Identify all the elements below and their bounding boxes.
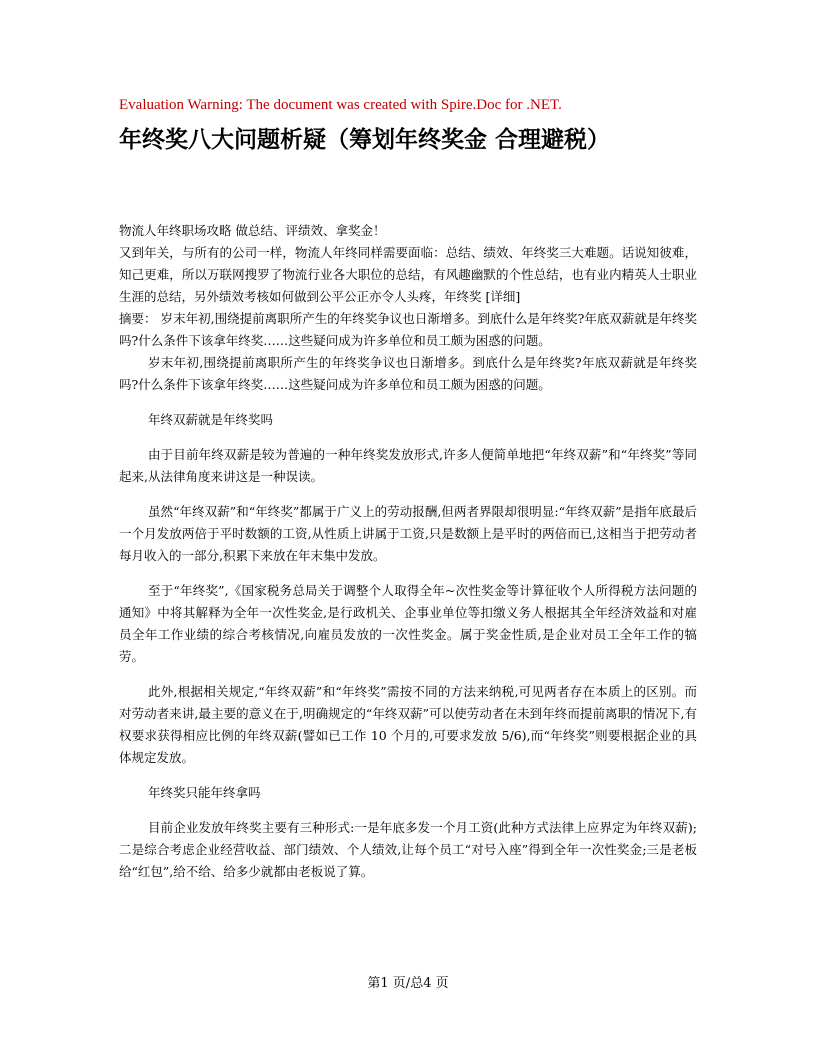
paragraph: 至于“年终奖”,《国家税务总局关于调整个人取得全年~次性奖金等计算征收个人所得税方法问题的通知》中将其解释为全年一次性奖金,是行政机关、企事业单位等扣缴义务人根据其全年经济效益和对雇员全年工作业绩的综合考核情况,向雇员发放的一次性奖金。属于奖金性质,是企业对员工全年工作的犒劳。 [119,583,697,664]
section-heading: 年终双薪就是年终奖吗 [148,412,274,427]
paragraph: 岁末年初,围绕提前离职所产生的年终奖争议也日渐增多。到底什么是年终奖?年底双薪就是年终奖吗?什么条件下该拿年终奖……这些疑问成为许多单位和员工颇为困惑的问题。 [119,355,697,392]
intro-line-2: 又到年关，与所有的公司一样，物流人年终同样需要面临：总结、绩效、年终奖三大难题。话说知彼难，知己更难，所以万联网搜罗了物流行业各大职位的总结，有风趣幽默的个性总结，也有业内精英人士职业生涯的总结，另外绩效考核如何做到公平公正亦令人头疼，年终奖 [详细] [119,245,697,304]
abstract: 摘要： 岁末年初,围绕提前离职所产生的年终奖争议也日渐增多。到底什么是年终奖?年底双薪就是年终奖吗?什么条件下该拿年终奖……这些疑问成为许多单位和员工颇为困惑的问题。 [119,311,697,348]
evaluation-warning: Evaluation Warning: The document was created with Spire.Doc for .NET. [119,97,562,113]
section-heading: 年终奖只能年终拿吗 [148,785,261,800]
document-title: 年终奖八大问题析疑（筹划年终奖金 合理避税） [119,126,611,153]
document-body [119,220,697,883]
paragraph: 由于目前年终双薪是较为普遍的一种年终奖发放形式,许多人便简单地把“年终双薪”和“年终奖”等同起来,从法律角度来讲这是一种误读。 [119,447,697,484]
intro-line-1: 物流人年终职场攻略 做总结、评绩效、拿奖金！ [119,223,386,238]
paragraph: 目前企业发放年终奖主要有三种形式:一是年底多发一个月工资(此种方式法律上应界定为年终双薪);二是综合考虑企业经营收益、部门绩效、个人绩效,让每个员工“对号入座”得到全年一次性奖金;三是老板给“红包”,给不给、给多少就都由老板说了算。 [119,820,697,879]
page-number: 第1 页/总4 页 [367,976,449,991]
paragraph: 虽然“年终双薪”和“年终奖”都属于广义上的劳动报酬,但两者界限却很明显:“年终双薪”是指年底最后一个月发放两倍于平时数额的工资,从性质上讲属于工资,只是数额上是平时的两倍而已,这相当于把劳动者每月收入的一部分,积累下来放在年末集中发放。 [119,504,697,563]
paragraph: 此外,根据相关规定,“年终双薪”和“年终奖”需按不同的方法来纳税,可见两者存在本质上的区别。而对劳动者来讲,最主要的意义在于,明确规定的“年终双薪”可以使劳动者在未到年终而提前离职的情况下,有权要求获得相应比例的年终双薪(譬如已工作 10 个月的,可要求发放 5/6),而“年终奖”则要根据企业的具体规定发放。 [119,684,697,765]
